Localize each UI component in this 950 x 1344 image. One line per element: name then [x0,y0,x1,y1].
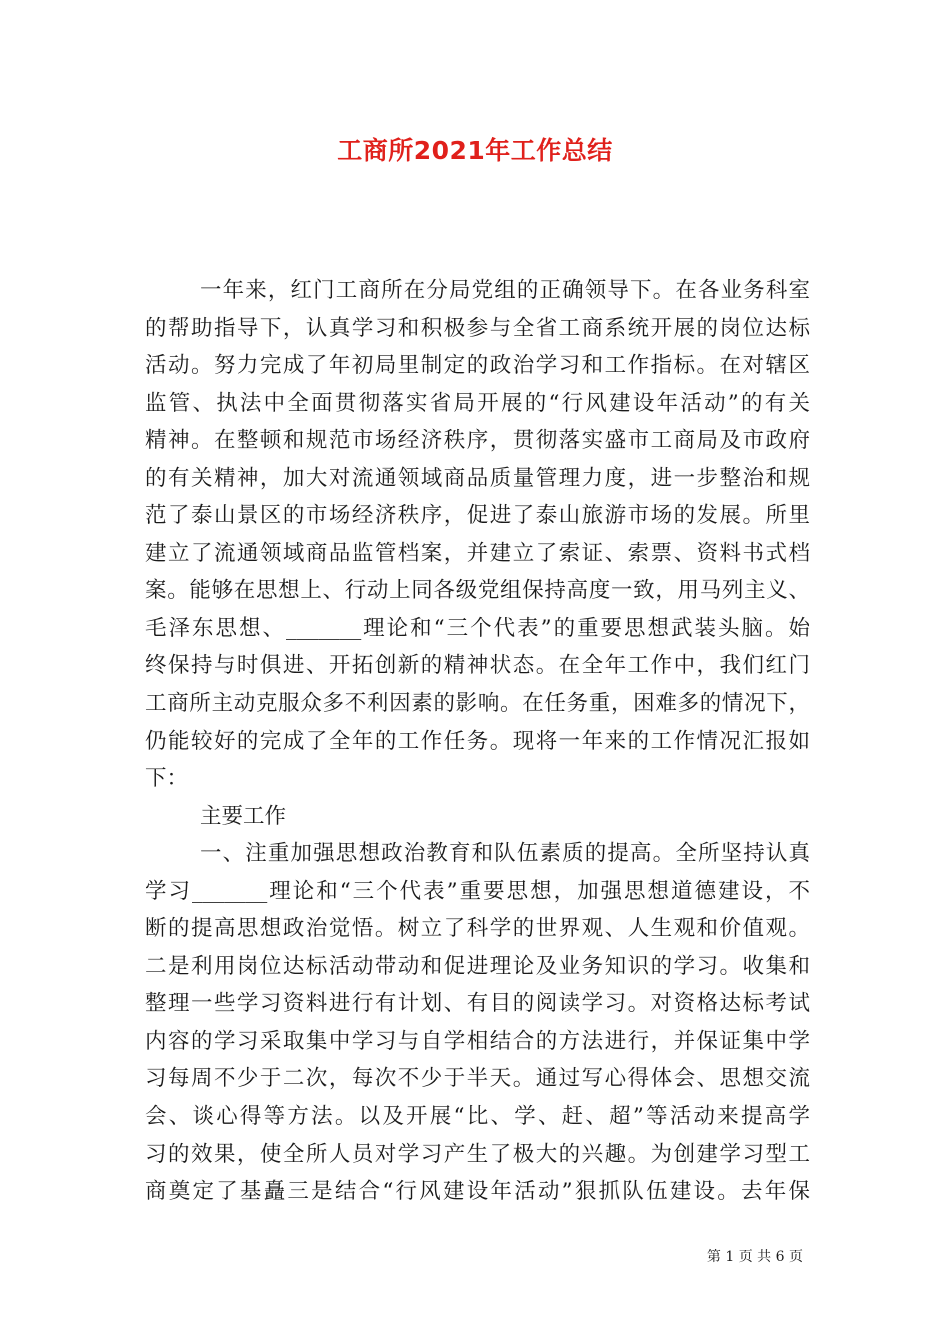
text-line: 一年来，红门工商所在分局党组的正确领导下。在各业务科室 [200,278,810,303]
text-line: 习每周不少于二次，每次不少于半天。通过写心得体会、思想交流 [145,1066,810,1092]
text-line: 终保持与时俱进、开拓创新的精神状态。在全年工作中，我们红门 [145,653,810,679]
text-line: 内容的学习采取集中学习与自学相结合的方法进行，并保证集中学 [145,1028,810,1054]
text-line: 范了泰山景区的市场经济秩序，促进了泰山旅游市场的发展。所里 [145,503,810,529]
text-line: 的帮助指导下，认真学习和积极参与全省工商系统开展的岗位达标 [145,315,810,341]
text-line: 活动。努力完成了年初局里制定的政治学习和工作指标。在对辖区 [145,353,810,379]
document-body [145,272,810,1211]
text-line: 二是利用岗位达标活动带动和促进理论及业务知识的学习。收集和 [145,953,810,979]
text-line: 断的提高思想政治觉悟。树立了科学的世界观、人生观和价值观。 [145,916,810,942]
text-line: 建立了流通领域商品监管档案，并建立了索证、索票、资料书式档 [145,540,810,566]
text-line: 学习_______理论和“三个代表”重要思想，加强思想道德建设，不 [145,878,810,904]
page-number: 第 1 页 共 6 页 [706,1249,803,1265]
text-line: 习的效果，使全所人员对学习产生了极大的兴趣。为创建学习型工 [145,1141,810,1167]
text-line: 工商所主动克服众多不利因素的影响。在任务重，困难多的情况下， [145,691,810,717]
text-line: 监管、执法中全面贯彻落实省局开展的“行风建设年活动”的有关 [145,390,810,416]
text-line: 毛泽东思想、_______理论和“三个代表”的重要思想武装头脑。始 [145,615,810,641]
text-line: 整理一些学习资料进行有计划、有目的阅读学习。对资格达标考试 [145,991,810,1017]
text-line: 仍能较好的完成了全年的工作任务。现将一年来的工作情况汇报如 [145,728,810,754]
text-line: 会、谈心得等方法。以及开展“比、学、赶、超”等活动来提高学 [145,1104,810,1130]
text-line: 下： [145,766,189,792]
text-line: 一、注重加强思想政治教育和队伍素质的提高。全所坚持认真 [200,841,810,867]
text-line: 商奠定了基矗三是结合“行风建设年活动”狠抓队伍建设。去年保 [145,1179,810,1205]
text-line: 案。能够在思想上、行动上同各级党组保持高度一致，用马列主义、 [145,578,810,604]
text-line: 的有关精神，加大对流通领域商品质量管理力度，进一步整治和规 [145,465,810,491]
section-heading: 主要工作 [200,803,287,829]
text-line: 精神。在整顿和规范市场经济秩序，贯彻落实盛市工商局及市政府 [145,428,810,454]
page-title: 工商所2021年工作总结 [337,136,613,165]
